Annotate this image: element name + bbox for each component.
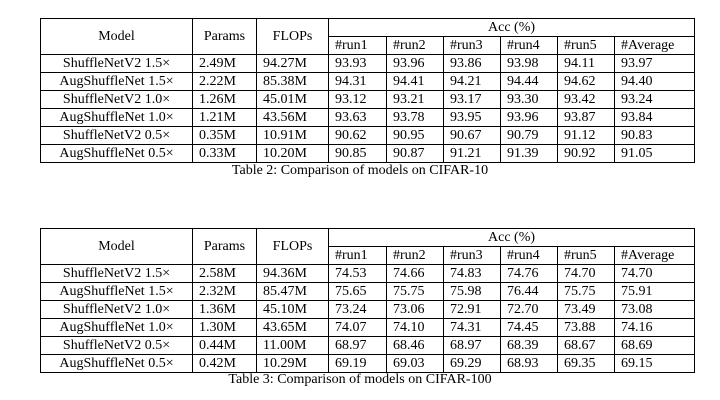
run-cell: 90.67	[444, 127, 501, 145]
run-cell: 94.44	[501, 73, 558, 91]
params-cell: 2.32M	[193, 283, 257, 301]
flops-cell: 85.47M	[257, 283, 329, 301]
run-cell: 76.44	[501, 283, 558, 301]
run-cell: 69.19	[329, 355, 387, 373]
average-cell: 69.15	[615, 355, 695, 373]
flops-cell: 10.29M	[257, 355, 329, 373]
header-run5: #run5	[558, 37, 615, 55]
average-cell: 73.08	[615, 301, 695, 319]
run-cell: 73.06	[387, 301, 444, 319]
run-cell: 93.78	[387, 109, 444, 127]
average-cell: 90.83	[615, 127, 695, 145]
average-cell: 93.97	[615, 55, 695, 73]
header-acc: Acc (%)	[329, 19, 695, 37]
flops-cell: 85.38M	[257, 73, 329, 91]
run-cell: 93.98	[501, 55, 558, 73]
params-cell: 2.22M	[193, 73, 257, 91]
header-params: Params	[193, 19, 257, 55]
table-row	[41, 337, 695, 355]
table-body	[41, 55, 695, 163]
params-cell: 0.33M	[193, 145, 257, 163]
run-cell: 90.79	[501, 127, 558, 145]
header-run3: #run3	[444, 247, 501, 265]
flops-cell: 94.36M	[257, 265, 329, 283]
run-cell: 75.65	[329, 283, 387, 301]
params-cell: 1.36M	[193, 301, 257, 319]
run-cell: 93.21	[387, 91, 444, 109]
run-cell: 75.98	[444, 283, 501, 301]
table-row	[41, 73, 695, 91]
run-cell: 68.97	[444, 337, 501, 355]
results-table-cifar10	[40, 18, 694, 163]
params-cell: 1.26M	[193, 91, 257, 109]
average-cell: 68.69	[615, 337, 695, 355]
flops-cell: 43.56M	[257, 109, 329, 127]
average-cell: 91.05	[615, 145, 695, 163]
run-cell: 94.11	[558, 55, 615, 73]
table-row	[41, 55, 695, 73]
run-cell: 69.35	[558, 355, 615, 373]
run-cell: 93.12	[329, 91, 387, 109]
run-cell: 90.87	[387, 145, 444, 163]
table-row	[41, 109, 695, 127]
table-row	[41, 301, 695, 319]
model-cell: ShuffleNetV2 0.5×	[41, 337, 193, 355]
model-cell: ShuffleNetV2 1.5×	[41, 265, 193, 283]
average-cell: 94.40	[615, 73, 695, 91]
run-cell: 68.46	[387, 337, 444, 355]
run-cell: 93.63	[329, 109, 387, 127]
model-cell: ShuffleNetV2 1.0×	[41, 91, 193, 109]
run-cell: 94.62	[558, 73, 615, 91]
table-row	[41, 319, 695, 337]
run-cell: 68.67	[558, 337, 615, 355]
header-run1: #run1	[329, 37, 387, 55]
params-cell: 0.35M	[193, 127, 257, 145]
flops-cell: 94.27M	[257, 55, 329, 73]
run-cell: 90.92	[558, 145, 615, 163]
run-cell: 93.17	[444, 91, 501, 109]
run-cell: 73.49	[558, 301, 615, 319]
params-cell: 1.21M	[193, 109, 257, 127]
model-cell: AugShuffleNet 1.0×	[41, 319, 193, 337]
model-cell: AugShuffleNet 0.5×	[41, 355, 193, 373]
run-cell: 93.30	[501, 91, 558, 109]
run-cell: 90.85	[329, 145, 387, 163]
header-run4: #run4	[501, 247, 558, 265]
header-run5: #run5	[558, 247, 615, 265]
run-cell: 68.39	[501, 337, 558, 355]
run-cell: 72.70	[501, 301, 558, 319]
run-cell: 91.21	[444, 145, 501, 163]
run-cell: 68.93	[501, 355, 558, 373]
run-cell: 93.96	[501, 109, 558, 127]
header-model: Model	[41, 229, 193, 265]
table-row	[41, 91, 695, 109]
model-cell: AugShuffleNet 1.0×	[41, 109, 193, 127]
table	[40, 18, 695, 163]
model-cell: ShuffleNetV2 1.0×	[41, 301, 193, 319]
flops-cell: 11.00M	[257, 337, 329, 355]
run-cell: 94.31	[329, 73, 387, 91]
flops-cell: 10.91M	[257, 127, 329, 145]
run-cell: 69.03	[387, 355, 444, 373]
run-cell: 74.31	[444, 319, 501, 337]
header-run2: #run2	[387, 247, 444, 265]
params-cell: 2.49M	[193, 55, 257, 73]
results-table-cifar100	[40, 228, 694, 373]
table-row	[41, 283, 695, 301]
run-cell: 90.62	[329, 127, 387, 145]
run-cell: 74.70	[558, 265, 615, 283]
run-cell: 74.07	[329, 319, 387, 337]
run-cell: 73.88	[558, 319, 615, 337]
table-row	[41, 265, 695, 283]
run-cell: 91.39	[501, 145, 558, 163]
header-average: #Average	[615, 247, 695, 265]
run-cell: 91.12	[558, 127, 615, 145]
header-acc: Acc (%)	[329, 229, 695, 247]
run-cell: 93.96	[387, 55, 444, 73]
flops-cell: 45.10M	[257, 301, 329, 319]
run-cell: 93.86	[444, 55, 501, 73]
header-run2: #run2	[387, 37, 444, 55]
average-cell: 93.84	[615, 109, 695, 127]
run-cell: 69.29	[444, 355, 501, 373]
flops-cell: 10.20M	[257, 145, 329, 163]
run-cell: 94.41	[387, 73, 444, 91]
average-cell: 74.70	[615, 265, 695, 283]
header-flops: FLOPs	[257, 229, 329, 265]
run-cell: 93.42	[558, 91, 615, 109]
run-cell: 72.91	[444, 301, 501, 319]
model-cell: AugShuffleNet 1.5×	[41, 283, 193, 301]
run-cell: 74.83	[444, 265, 501, 283]
table-row	[41, 355, 695, 373]
flops-cell: 45.01M	[257, 91, 329, 109]
header-run3: #run3	[444, 37, 501, 55]
params-cell: 2.58M	[193, 265, 257, 283]
run-cell: 74.10	[387, 319, 444, 337]
flops-cell: 43.65M	[257, 319, 329, 337]
run-cell: 68.97	[329, 337, 387, 355]
run-cell: 75.75	[387, 283, 444, 301]
average-cell: 74.16	[615, 319, 695, 337]
run-cell: 93.93	[329, 55, 387, 73]
run-cell: 90.95	[387, 127, 444, 145]
average-cell: 93.24	[615, 91, 695, 109]
model-cell: AugShuffleNet 0.5×	[41, 145, 193, 163]
header-average: #Average	[615, 37, 695, 55]
table-caption: Table 2: Comparison of models on CIFAR-10	[231, 163, 489, 178]
run-cell: 73.24	[329, 301, 387, 319]
run-cell: 93.95	[444, 109, 501, 127]
run-cell: 74.66	[387, 265, 444, 283]
header-run1: #run1	[329, 247, 387, 265]
run-cell: 74.45	[501, 319, 558, 337]
model-cell: ShuffleNetV2 0.5×	[41, 127, 193, 145]
average-cell: 75.91	[615, 283, 695, 301]
params-cell: 0.44M	[193, 337, 257, 355]
params-cell: 0.42M	[193, 355, 257, 373]
run-cell: 74.76	[501, 265, 558, 283]
params-cell: 1.30M	[193, 319, 257, 337]
table-body	[41, 265, 695, 373]
header-run4: #run4	[501, 37, 558, 55]
run-cell: 74.53	[329, 265, 387, 283]
header-params: Params	[193, 229, 257, 265]
model-cell: ShuffleNetV2 1.5×	[41, 55, 193, 73]
header-model: Model	[41, 19, 193, 55]
model-cell: AugShuffleNet 1.5×	[41, 73, 193, 91]
table-row	[41, 145, 695, 163]
table-row	[41, 127, 695, 145]
run-cell: 94.21	[444, 73, 501, 91]
table	[40, 228, 695, 373]
run-cell: 75.75	[558, 283, 615, 301]
table-caption: Table 3: Comparison of models on CIFAR-100	[228, 372, 492, 387]
run-cell: 93.87	[558, 109, 615, 127]
header-flops: FLOPs	[257, 19, 329, 55]
